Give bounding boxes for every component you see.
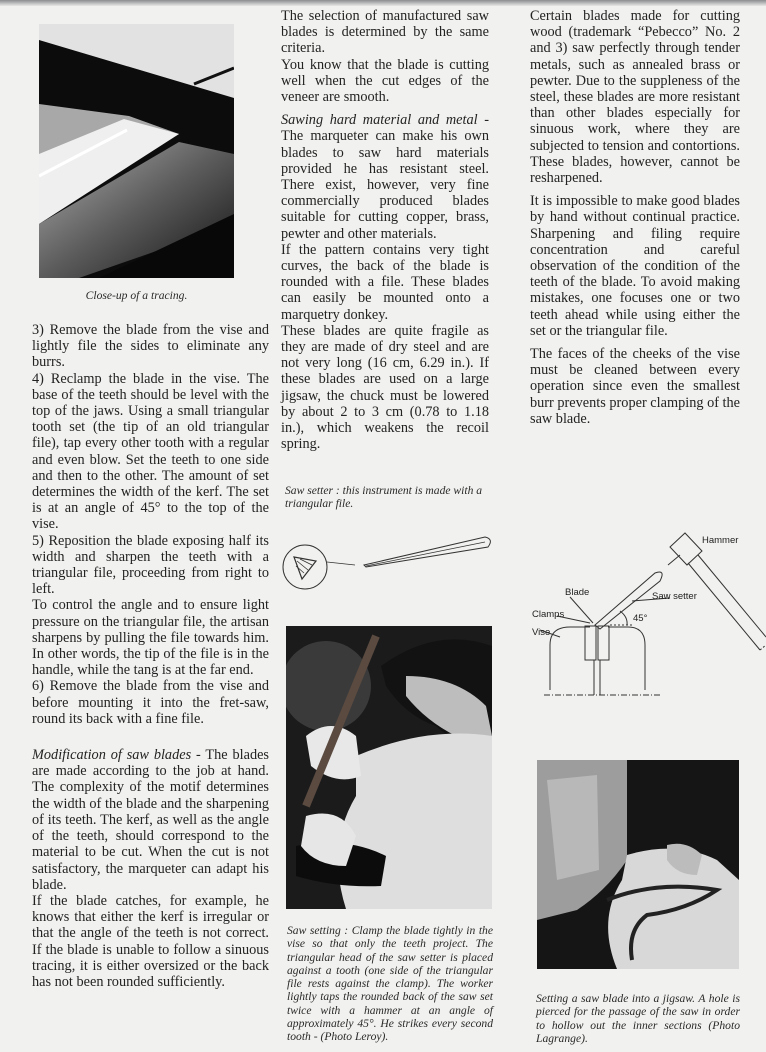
vise-diagram	[520, 525, 766, 715]
vise-right-jaw	[608, 627, 645, 690]
tracing-photo	[39, 24, 234, 278]
blade-catches-paragraph: If the blade catches, for example, he knows that either the kerf is irregular or that the angle of the teeth is not correct. If the blade is unable to follow a sinuous tracing, it is either oversized or the back has not been rounded sufficiently.	[32, 892, 269, 990]
selection-paragraph: The selection of manufactured saw blades is determined by the same criteria.	[281, 8, 489, 57]
blade-label: Blade	[565, 587, 590, 598]
modification-heading: Modification of saw blades	[32, 747, 192, 764]
vise-label: Vise	[532, 627, 551, 638]
hard-material-paragraph	[281, 112, 489, 242]
tight-curves-paragraph: If the pattern contains very tight curves, the back of the blade is rounded with a file. These blades can easily be mounted onto a marquetry donkey.	[281, 241, 489, 323]
fragile-paragraph: These blades are quite fragile as they are made of dry steel and are not very long (16 cm, 6.29 in.). If these blades are used on a large jigsaw, the chuck must be lowered by about 2 to 3 cm (0.78 to 1.18 in.), which weakens the recoil spring.	[281, 322, 489, 453]
left-clamp	[585, 626, 596, 660]
cutting-well-paragraph: You know that the blade is cutting well when the cut edges of the veneer are smooth.	[281, 56, 489, 106]
clamps-label: Clamps	[532, 609, 565, 620]
column-2	[281, 8, 489, 452]
saw-setting-caption: Saw setting : Clamp the blade tightly in the vise so that only the teeth project. The triangular head of the saw setter is placed against a tooth (one side of the triangular file rests against the clamp). The worker lightly taps the rounded back of the saw set twice with a hammer at an angle of approximately 45°. He strikes every second tooth - (Photo Leroy).	[287, 924, 493, 1044]
hard-material-heading: Sawing hard material and metal	[281, 112, 478, 129]
practice-paragraph: It is impossible to make good blades by hand without continual practice. Sharpening and filing require concentration and careful observation of the condition of the teeth of the blade. To avoid making mistakes, one focuses one or two teeth ahead while using either the set or the triangular file.	[530, 193, 740, 339]
modification-body: - The blades are made according to the job at hand. The complexity of the motif determines the width of the blade and the sharpening of its teeth. The kerf, as well as the angle of the teeth, should correspond to the material to be cut. When the cut is not satisfactory, the marqueter can adapt his blade.	[32, 747, 269, 893]
step-4-paragraph: 4) Reclamp the blade in the vise. The base of the teeth should be level with the top of the jaws. Using a small triangular tooth set (the tip of an old triangular file), tap every other tooth with a regular and even blow. Set the teeth to one side and then to the other. The amount of set determines the width of the kerf. The set is at an angle of 45° to the top of the vise.	[32, 370, 269, 533]
magnifier-circle	[283, 545, 327, 589]
hard-material-body: - The marqueter can make his own blades to saw hard materials provided he has resistant steel. There exist, however, very fine commercially produced blades suitable for cutting copper, brass, pewter and other materials.	[281, 112, 489, 242]
hammer-head	[670, 533, 702, 565]
right-clamp	[598, 626, 609, 660]
step-3-paragraph: 3) Remove the blade from the vise and lightly file the sides to eliminate any burrs.	[32, 322, 269, 371]
step-6-paragraph: 6) Remove the blade from the vise and before mounting it into the fret-saw, round its back with a fine file.	[32, 678, 269, 727]
column-1	[32, 322, 269, 990]
vise-left-jaw	[550, 627, 590, 690]
column-3	[530, 8, 740, 427]
saw-setter-drawing	[280, 525, 500, 595]
modification-paragraph	[32, 747, 269, 893]
jigsaw-caption: Setting a saw blade into a jigsaw. A hole is pierced for the passage of the saw in order to hollow out the inner sections (Photo Lagrange).	[536, 992, 740, 1045]
vise-cleaning-paragraph: The faces of the cheeks of the vise must be cleaned between every operation since even the smallest burr prevents proper clamping of the saw blade.	[530, 346, 741, 427]
angle-control-paragraph: To control the angle and to ensure light pressure on the triangular file, the artisan sharpens by pulling the file towards him. In other words, the tip of the file is in the handle, while the tang is at the far end.	[32, 597, 269, 679]
page-top-shadow	[0, 0, 766, 6]
tracing-photo-caption: Close-up of a tracing.	[85, 289, 188, 302]
pebecco-paragraph: Certain blades made for cutting wood (trademark “Pebecco” No. 2 and 3) saw perfectly through tender metals, such as annealed brass or pewter. Due to the suppleness of the steel, these blades are more resistant than other blades especially for sinuous work, where they are subjected to tension and contortions. These blades, however, cannot be resharpened.	[530, 8, 740, 187]
step-5-paragraph: 5) Reposition the blade exposing half its width and sharpen the teeth with a triangular file, proceeding from right to left.	[32, 532, 269, 598]
jigsaw-photo	[537, 760, 739, 969]
hammer-label: Hammer	[702, 535, 739, 546]
saw-setting-photo	[286, 626, 492, 909]
angle-label: 45°	[633, 613, 648, 624]
saw-setter-caption: Saw setter : this instrument is made with a triangular file.	[285, 484, 483, 511]
saw-setter-label: Saw setter	[652, 591, 697, 602]
